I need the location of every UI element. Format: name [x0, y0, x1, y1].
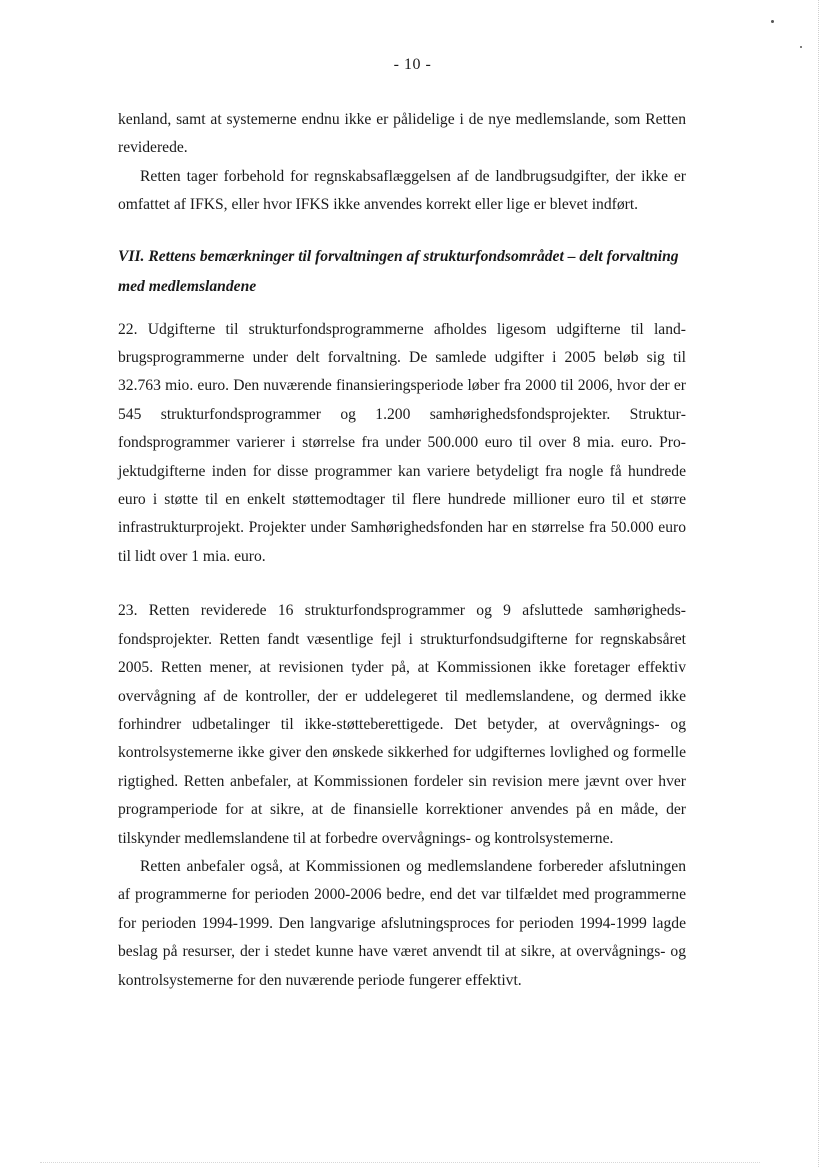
paragraph-continuation: kenland, samt at systemerne endnu ikke er pålidelige i de nye medlemslande, som Retten reviderede.	[118, 111, 686, 157]
section-heading: VII. Rettens bemærkninger til forvaltningen af strukturfondsområdet – delt forvaltning med medlemslandene	[118, 247, 679, 295]
paragraph-22: 22. Udgifterne til strukturfondsprogrammerne afholdes ligesom udgifterne til landbrugsprogrammerne under delt forvaltning. De samlede udgifter i 2005 beløb sig til 32.763 mio. euro. Den nuværende finansieringsperiode løber fra 2000 til 2006, hvor der er 545 strukturfondsprogrammer og 1.200 samhørighedsfondsprojekter. Strukturfondsprogrammer varierer i størrelse fra under 500.000 euro til over 8 mia. euro. Projektudgifterne inden for disse programmer kan variere betydeligt fra nogle få hundrede euro i støtte til en enkelt støttemodtager til flere hundrede millioner euro til et større infrastrukturprojekt. Projekter under Samhørighedsfonden har en størrelse fra 50.000 euro til lidt over 1 mia. euro.	[118, 320, 686, 565]
page-number: - 10 -	[393, 56, 432, 73]
scan-edge-right	[817, 0, 819, 1167]
scan-edge-bottom	[40, 1161, 760, 1163]
scan-speck	[771, 20, 774, 23]
paragraph-recommendation: Retten anbefaler også, at Kommissionen og medlemslandene forbereder afslutningen af programmerne for perioden 2000-2006 bedre, end det var tilfældet med programmerne for perioden 1994-1999. Den langvarige afslutningsproces for perioden 1994-1999 lagde beslag på resurser, der i stedet kunne have været anvendt til at sikre, at overvågnings- og kontrolsystemerne for den nuværende periode fungerer effektivt.	[118, 857, 686, 989]
paragraph-reservation: Retten tager forbehold for regnskabsaflæggelsen af de landbrugsudgifter, der ikke er omfattet af IFKS, eller hvor IFKS ikke anvendes korrekt eller lige er blevet indført.	[118, 167, 686, 214]
paragraph-23: 23. Retten reviderede 16 strukturfondsprogrammer og 9 afsluttede samhørighedsfondsprojekter. Retten fandt væsentlige fejl i strukturfondsudgifterne for regnskabsåret 2005. Retten mener, at revisionen tyder på, at Kommissionen ikke foretager effektiv overvågning af de kontroller, der er uddelegeret til medlemslandene, og dermed ikke forhindrer udbetalinger til ikke-støtteberettigede. Det betyder, at overvågnings- og kontrolsystemerne ikke giver den ønskede sikkerhed for udgifternes lovlighed og formelle rigtighed. Retten anbefaler, at Kommissionen fordeler sin revision mere jævnt over hver programperiode for at sikre, at de finansielle korrektioner anvendes på en måde, der tilskynder medlemslandene til at forbedre overvågnings- og kontrolsystemerne.	[118, 602, 686, 847]
page-body	[118, 106, 686, 995]
scan-speck	[800, 46, 802, 48]
